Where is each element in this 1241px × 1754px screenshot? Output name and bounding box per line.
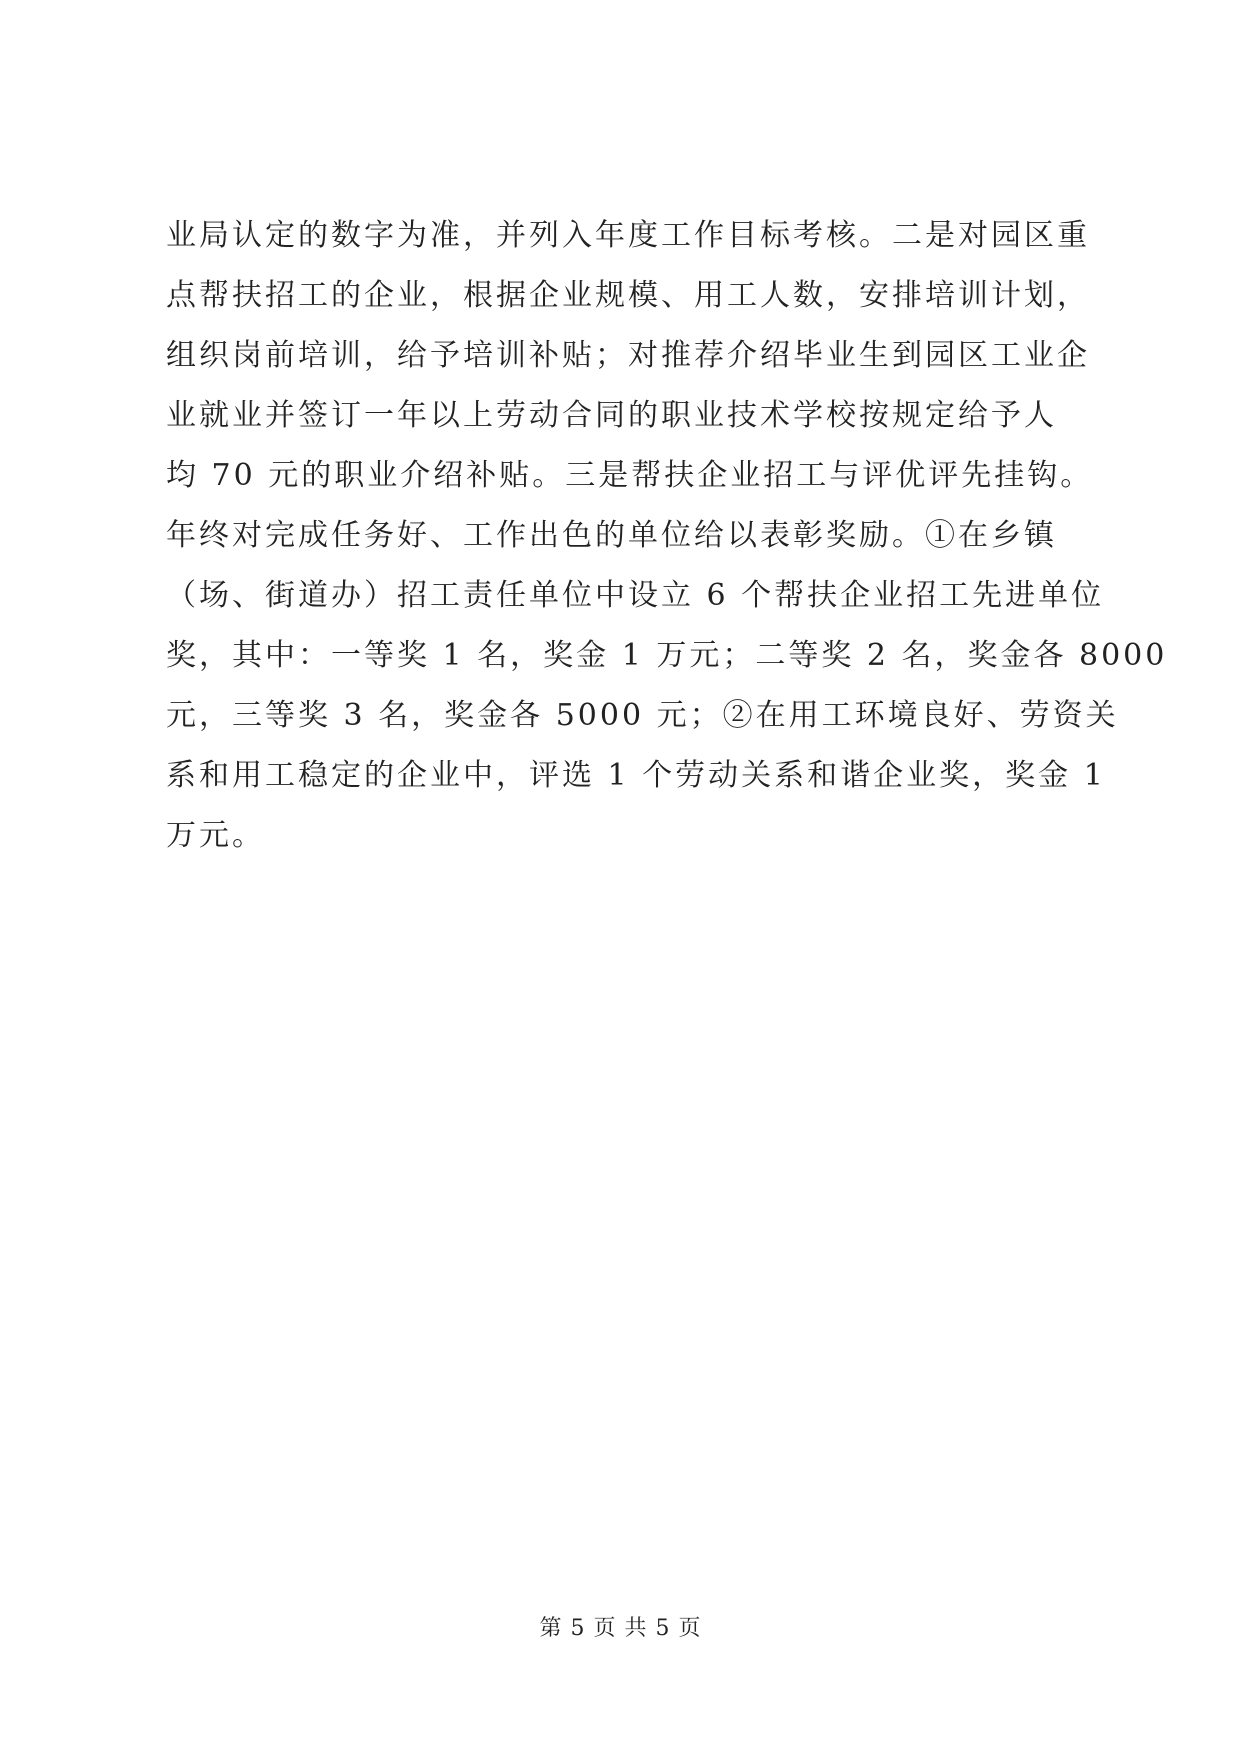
text-line: 业就业并签订一年以上劳动合同的职业技术学校按规定给予人 [166,398,1057,433]
body-paragraph [166,206,1168,866]
text-line: 元，三等奖 3 名，奖金各 5000 元；②在用工环境良好、劳资关 [166,698,1119,733]
text-line: 点帮扶招工的企业，根据企业规模、用工人数，安排培训计划， [166,278,1090,313]
text-line: 奖，其中：一等奖 1 名，奖金 1 万元；二等奖 2 名，奖金各 8000 [166,638,1168,673]
page-number-footer: 第 5 页 共 5 页 [539,1616,702,1641]
text-line: 年终对完成任务好、工作出色的单位给以表彰奖励。①在乡镇 [166,518,1057,553]
text-line: 万元。 [166,818,265,853]
text-line: （场、街道办）招工责任单位中设立 6 个帮扶企业招工先进单位 [166,578,1105,613]
text-line: 组织岗前培训，给予培训补贴；对推荐介绍毕业生到园区工业企 [166,338,1090,373]
text-line: 系和用工稳定的企业中，评选 1 个劳动关系和谐企业奖，奖金 1 [166,758,1106,793]
text-line: 均 70 元的职业介绍补贴。三是帮扶企业招工与评优评先挂钩。 [166,458,1094,493]
text-line: 业局认定的数字为准，并列入年度工作目标考核。二是对园区重 [166,218,1090,253]
